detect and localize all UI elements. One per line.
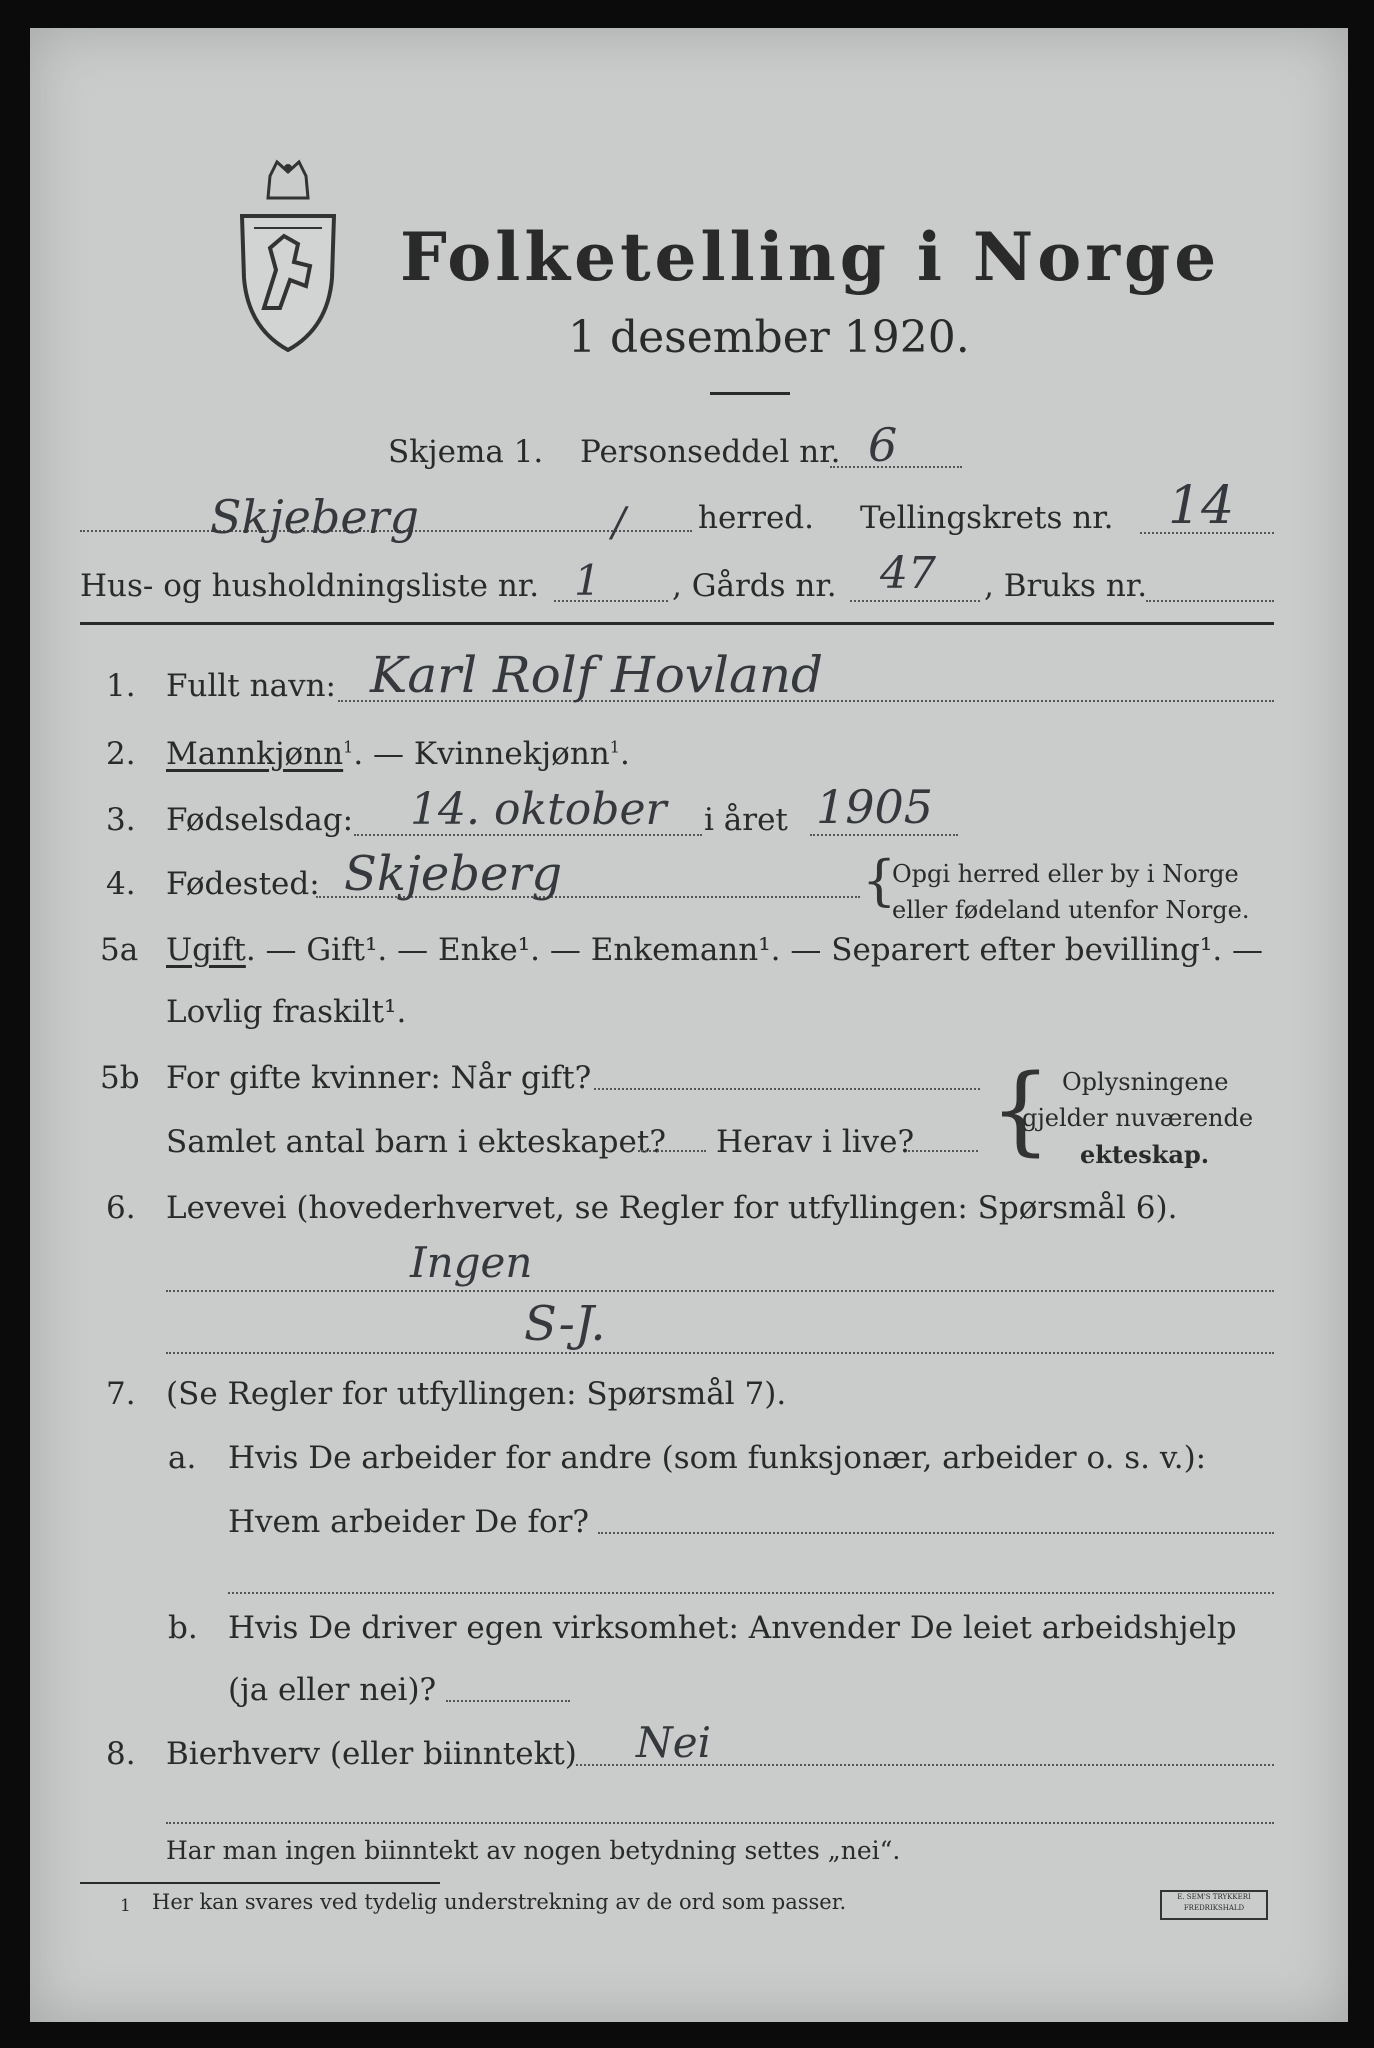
personseddel-value: 6 [868,418,898,472]
q8-line2 [166,1822,1274,1824]
printer-stamp: E. SEM'S TRYKKERI FREDRIKSHALD [1160,1890,1268,1920]
q2-separator: . — [353,736,414,772]
q3-year-value: 1905 [816,780,934,834]
skjema-label: Skjema 1. [388,434,544,470]
q7a-label: Hvis De arbeider for andre (som funksjonær, arbeider o. s. v.): [228,1440,1207,1476]
herred-label: herred. [698,500,814,536]
q7-number: 7. [106,1376,136,1412]
q2-option-mann: Mannkjønn [166,736,344,772]
q8-value: Nei [636,1718,712,1767]
q5b-note3: ekteskap. [1080,1140,1210,1169]
q5a-option-rest: . — Gift¹. — Enke¹. — Enkemann¹. — Separert efter bevilling¹. — [245,932,1264,968]
q5b-number: 5b [100,1060,140,1096]
footnote-rule [80,1882,440,1884]
q5b-label3: Herav i live? [716,1124,915,1160]
q6-number: 6. [106,1190,136,1226]
census-date: 1 desember 1920. [568,312,970,363]
q6-line1 [166,1290,1274,1292]
tellingskrets-value: 14 [1168,476,1235,536]
q6-label: Levevei (hovederhvervet, se Regler for utfyllingen: Spørsmål 6). [166,1190,1178,1226]
title-divider [710,392,790,395]
q3-number: 3. [106,802,136,838]
herred-value: Skjeberg [210,490,419,544]
q7-label: (Se Regler for utfyllingen: Spørsmål 7). [166,1376,787,1412]
q7a-line1 [598,1532,1274,1534]
hus-value: 1 [574,556,601,605]
hus-line [554,600,668,602]
q1-value: Karl Rolf Hovland [370,646,824,704]
footnote-text: Her kan svares ved tydelig understrekning av de ord som passer. [152,1890,847,1914]
q3-year-label: i året [704,802,788,838]
q5a-number: 5a [100,932,139,968]
biinntekt-note: Har man ingen biinntekt av nogen betydning settes „nei“. [166,1836,901,1865]
q7b-number: b. [168,1610,198,1646]
q7b-line [446,1700,570,1702]
q4-note-line2: eller fødeland utenfor Norge. [892,896,1250,924]
norway-coat-of-arms-icon [232,158,344,354]
q4-number: 4. [106,866,136,902]
q2-option-kvinne: Kvinnekjønn [413,736,610,772]
q8-label: Bierhverv (eller biinntekt) [166,1736,577,1772]
q2-sup-2: 1 [609,737,620,757]
q4-value: Skjeberg [344,846,563,902]
q5b-line1 [594,1088,980,1090]
q8-number: 8. [106,1736,136,1772]
q5a-line2: Lovlig fraskilt¹. [166,994,407,1030]
q1-number: 1. [106,668,136,704]
form-title: Folketelling i Norge [400,218,1221,296]
q4-note-line1: Opgi herred eller by i Norge [892,860,1239,888]
q2-number: 2. [106,736,136,772]
q2-end: . [619,736,630,772]
gards-line [850,600,980,602]
q6-mark: S-J. [524,1296,606,1352]
hus-label: Hus- og husholdningsliste nr. [80,568,540,604]
bruks-label: , Bruks nr. [984,568,1148,604]
q5b-line3 [908,1150,978,1152]
q7a-line2 [228,1592,1274,1594]
bruks-line [1146,600,1274,602]
q5b-note2: gjelder nuværende [1022,1104,1254,1132]
q4-note-brace: { [862,849,897,912]
q6-line2 [166,1352,1274,1354]
q6-value: Ingen [410,1238,533,1287]
q2-sup: 1 [343,737,354,757]
q5b-note-brace: { [990,1054,1052,1166]
footnote-number: 1 [120,1896,131,1916]
q1-label: Fullt navn: [166,668,336,704]
q2-options [166,736,630,772]
q7a-label2: Hvem arbeider De for? [228,1504,590,1540]
q7b-label2: (ja eller nei)? [228,1672,437,1708]
q5b-label2: Samlet antal barn i ekteskapet? [166,1124,666,1160]
q5b-note1: Oplysningene [1062,1068,1229,1096]
header-rule [80,622,1274,625]
personseddel-label: Personseddel nr. [580,434,841,470]
q4-label: Fødested: [166,866,320,902]
q5a-option-ugift: Ugift [166,932,246,968]
q7b-label: Hvis De driver egen virksomhet: Anvender De leiet arbeidshjelp [228,1610,1237,1646]
q5b-line2 [638,1150,706,1152]
q7a-number: a. [168,1440,197,1476]
tellingskrets-label: Tellingskrets nr. [860,500,1114,536]
q3-label: Fødselsdag: [166,802,354,838]
gards-value: 47 [880,548,936,599]
q3-year-line [810,834,958,836]
q5a-options [166,932,1263,968]
herred-stroke: / [612,500,626,546]
gards-label: , Gårds nr. [672,568,837,604]
q5b-label1: For gifte kvinner: Når gift? [166,1060,592,1096]
q3-value: 14. oktober [410,784,667,835]
